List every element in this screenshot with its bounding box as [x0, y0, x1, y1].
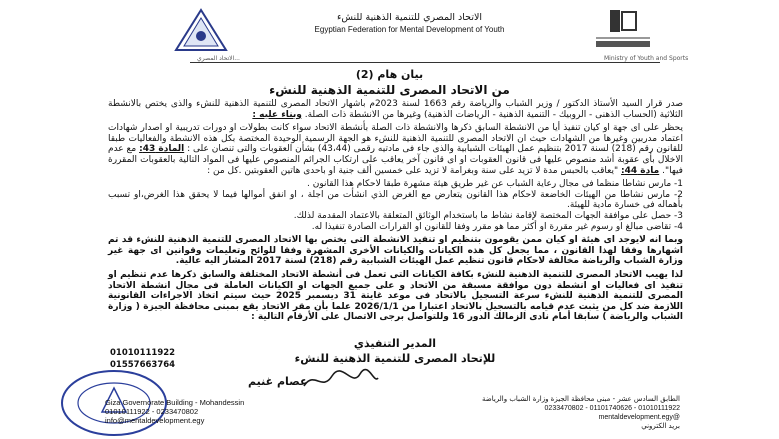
- footer-phones: 01010111922 - 0233470802: [105, 407, 199, 416]
- statement-title: بيان هام (2): [355, 68, 424, 81]
- signatory-org: للإتحاد المصرى للتنمية الذهنية للنشء: [294, 352, 496, 365]
- statement-subtitle: من الاتحاد المصرى للتنمية الذهنية للنشء: [269, 83, 510, 97]
- federation-logo-icon: [172, 8, 230, 54]
- footer-left: [105, 398, 244, 425]
- footer-address: Giza Governorate Building - Mohandessin: [105, 398, 245, 407]
- paragraph-call-to-register: لذا يهيب الاتحاد المصرى للتنمية الذهنية للنشء بكافة الكيانات التى تعمل فى أنشطة الاتحاد المختلفة والسابق ذكرها عدم تنظيم او تنفيذ اى فعاليات او انشطة دون موافقة مسبقة من الاتحاد و على جميع الجهات او الكيانات العاملة فى مجال انشطة الاتحاد المصرى للتنمية الذهنية للنشء سرعة التسجيل بالاتحاد فى موعد غايتة 31 ديسمبر 2025 حيث سيتم اتخاذ الاجراءات القانونية اللازمة ضد كل من يثبت عدم قيامه بالتسجيل بالاتحاد اعتبارا من 2026/1/1 علما بأن مقر الاتحاد يقع بمبنى محافظة الجيزة ( وزارة الشباب والرياضة ) سابقا أمام نادى الزمالك الدور 16 وللتواصل برجى الاتصال على الأرقام التالية :: [108, 269, 684, 323]
- footer-phones-arabic: 0233470802 - 01101740626 - 01010111922: [544, 405, 680, 412]
- ministry-logo-icon: [592, 8, 654, 54]
- handwritten-signature-icon: [300, 366, 380, 394]
- list-item: 3- حصل على موافقة الجهات المختصة لإقامة نشاط ما باستخدام الوثائق المتعلقة بالاعتماد المقدمة لذلك.: [293, 210, 683, 221]
- signature-block: [230, 337, 560, 365]
- header-org-english: Egyptian Federation for Mental Development of Youth: [314, 25, 505, 34]
- article-44-label: مادة 44:: [621, 165, 660, 176]
- header-text: [232, 12, 587, 34]
- list-item: 2- مارس نشاطا من الهيئات الخاضعة لاحكام هذا القانون يتعارض مع الغرض الذي انشأت من اجلة ، او انفق أموالها فيما لا يحقق هذا الغرض،او تسبب بأهماله فى خسارة مادية للهيئة.: [108, 189, 683, 211]
- phone-number-1: 01010111922: [110, 348, 176, 358]
- paragraph-prohibition: يحظر على اى جهة او كيان تنفيذ أيا من الانشطة السابق ذكرها والانشطة ذات الصلة بأنشطة الاتحاد سواء كانت بطولات او دورات تدريبية او اصدار شهادات اعتماد مدربين وغيرها من الشهادات حيث ان الاتحاد المصرى للتنمية الذهنية للنشء هو الجهة الرسمية الوحيدة المختصة بكل هذه الانشطة والفعاليات طبقا للقانون رقم (218) لسنة 2017 بتنظيم عمل الهيئات الشبابية والذى جاء فى مادتيه رقمى (43،44) بشأن العقوبات والتى تنصان على : المادة 43: مع عدم الاخلال بأى عقوبة أشد منصوص عليها فى قانون العقوبات او اى قانون آخر يعاقب على ارتكاب الجرائم المنصوص عليها فى المواد التالية بالعقوبات المقررة فيها". مادة 44: "يعاقب بالحبس مدة لا تزيد على سنة وبغرامة لا تزيد على خمسين ألف جنية او باحدى هاتين العقوبتين .كل من :: [108, 123, 683, 176]
- accordingly-label: وبناء عليه :: [252, 109, 302, 120]
- footer-address-arabic: الطابق السادس عشر - مبنى محافظة الجيزة وزارة الشباب والرياضة: [482, 395, 680, 403]
- signatory-title: المدير التنفيذي: [353, 337, 437, 350]
- header-ministry-english: Ministry of Youth and Sports: [604, 55, 689, 62]
- header-org-arabic: الاتحاد المصري للتنمية الذهنية للنشء: [336, 12, 483, 23]
- footer-email-label: بريد الكتروني: [641, 422, 680, 430]
- header-divider: [190, 62, 660, 63]
- footer-right: [470, 395, 680, 431]
- phone-number-2: 01557663764: [110, 360, 176, 370]
- list-item: 1- مارس نشاطا منظما فى مجال رعاية الشباب عن غير طريق هيئة مشهرة طبقا لاحكام هذا القانون .: [307, 179, 683, 190]
- statement-body: [108, 99, 683, 326]
- violations-list: [108, 179, 683, 232]
- list-item: 4- تقاضى مبالغ او رسوم غير مقررة او أكثر مما هو مقرر وفقا للقانون او القرارات الصادرة تنفيذا له.: [311, 221, 683, 232]
- footer-website: mentaldevelopment.egy@: [598, 414, 680, 421]
- paragraph-decree: صدر قرار السيد الأستاذ الدكتور / وزير الشباب والرياضة رقم 1663 لسنة 2023م باشهار الاتحاد المصرى للتنمية الذهنية للنشء والذى يختص بالانشطة الثلاثية (الحساب الذهنى - الروبيك - التنمية الذهنية - الرياضات الذهنية) وغيرها من الانشطة ذات الصلة. وبناء عليه :: [108, 99, 683, 120]
- signatory-name: عصام غنيم: [248, 375, 308, 388]
- header-small-left: الاتحاد المصري...: [197, 55, 240, 62]
- footer-email: info@mentaldevelopment.egy: [105, 416, 205, 425]
- article-43-label: المادة 43:: [139, 144, 185, 155]
- paragraph-unregistered: وبما انه لايوجد اى هيئة او كيان ممن يقومون بتنظيم او تنفيذ الانشطة التى يختص بها الاتحاد المصرى للتنمية الذهنية للنشء قد تم اشهارها وفقا لهذا القانون ، مما يجعل كل هذه الكيانات والكيانات الأخرى المشهرة وفقا للوائح وتعليمات وقوانين اى جهة غير وزارة الشباب والرياضة مخالفة لاحكام قانون تنظيم عمل الهيئات الشبابية رقم (218) لسنة 2017 المشار اليه عالية.: [108, 235, 683, 267]
